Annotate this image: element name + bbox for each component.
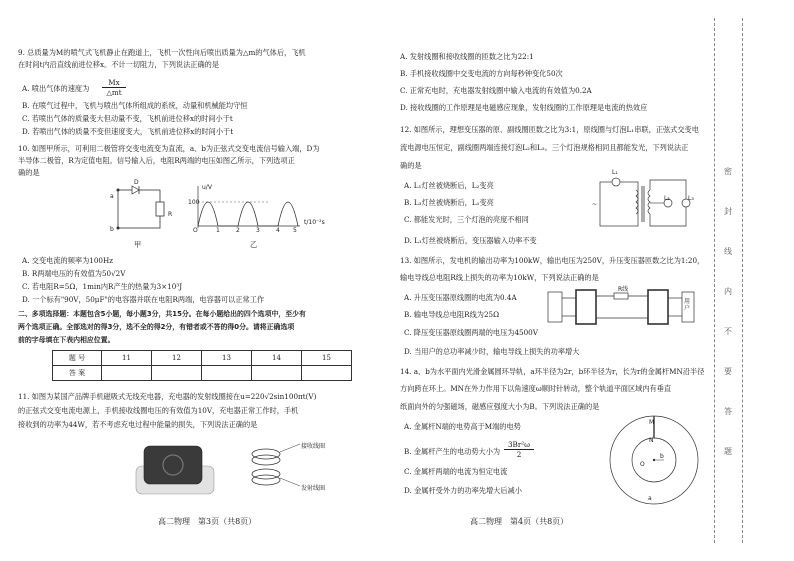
q14-label-b: b — [660, 453, 664, 460]
q9-option-a-prefix: A. 喷出气体的速度为 — [22, 84, 90, 93]
q14-option-b-denominator: 2 — [516, 450, 522, 459]
q11-option-b: B. 手机接收线圈中交变电流的方向每秒钟变化50次 — [400, 69, 563, 78]
fig2-caption: 乙 — [250, 240, 258, 249]
fig2-xlabel: t/10⁻²s — [304, 219, 325, 226]
q10-stem-line1: 10. 如图甲所示，可利用二极管将交变电流变为直流，a、b为正弦式交变电流信号输入端，D为 — [18, 144, 320, 153]
q13-option-d: D. 当用户的总功率减少时，输电导线上损失的功率增大 — [404, 347, 580, 356]
transmit-coil — [252, 469, 280, 479]
q11-option-d: D. 接收线圈的工作原理是电磁感应现象，发射线圈的工作原理是电流的热效应 — [400, 103, 648, 112]
q14-option-d: D. 金属杆受外力的功率先增大后减小 — [404, 486, 522, 495]
answer-cell-15[interactable] — [302, 366, 352, 381]
q10-option-b: B. R两端电压的有效值为50√2V — [22, 269, 126, 278]
right-footer: 高二物理 第4页（共8页） — [470, 517, 569, 526]
fig1-label-a: a — [110, 193, 114, 200]
half-wave-curve — [198, 202, 298, 226]
binding-dashed-line — [714, 18, 715, 543]
answer-table-row-numbers — [53, 351, 352, 366]
q13-option-a: A. 升压变压器原线圈的电流为0.4A — [404, 293, 517, 302]
q9-option-a-numerator: Mx — [102, 78, 126, 88]
q11-option-a: A. 发射线圈和接收线圈的匝数之比为22:1 — [400, 52, 534, 61]
q12-option-a: A. L₁灯丝被烧断后，L₂变亮 — [404, 181, 494, 190]
binding-dashed-line-outer — [742, 18, 743, 543]
q14-stem-line2: 方向跨在环上。MN在外力作用下以角速度ω顺时针转动，整个轨道平面区域内有垂直 — [400, 384, 672, 393]
answer-cell-12[interactable] — [152, 366, 202, 381]
q14-label-a: a — [648, 495, 652, 502]
sidebar-char-8: 题 — [724, 447, 732, 456]
q14-rings-figure — [608, 414, 700, 506]
step-up-transformer — [576, 290, 596, 324]
q11-stem-line3: 接收到的功率为44W，若不考虑充电过程中能量的损失，下列说法正确的是 — [18, 420, 258, 429]
sidebar-char-6: 要 — [724, 367, 732, 376]
section2-line1: 二、多项选择题：本题包含5小题，每小题3分，共15分。在每小题给出的四个选项中，至少有 — [18, 310, 306, 318]
q12-label-l2: L₂ — [664, 195, 670, 202]
right-page — [400, 0, 705, 561]
answer-table-head-number: 题 号 — [53, 351, 102, 366]
q10-option-d: D. 一个标有"90V，50μF"的电容器并联在电阻R两端，电容器可以正常工作 — [22, 295, 265, 304]
sidebar-char-5: 不 — [724, 327, 732, 336]
q11-stem-line1: 11. 如图为某国产品牌手机磁吸式无线充电器，充电器的发射线圈接在u=220√2sin100πt(V) — [18, 392, 317, 401]
fig2-ylabel: u/V — [202, 184, 212, 191]
answer-cell-13[interactable] — [202, 366, 252, 381]
label-receive-coil: 接收线圈 — [301, 443, 326, 450]
q9-stem-line2: 在时间t内沿直线前进位移x。不计一切阻力，下列说法正确的是 — [18, 60, 220, 69]
q12-stem-line2: 流电源电压恒定，副线圈两端连接灯泡L₂和L₃。三个灯泡规格相同且都能发光，下列说法正 — [400, 143, 689, 152]
q11-option-c: C. 正常充电时，充电器发射线圈中输入电流的有效值为0.2A — [400, 86, 592, 95]
q12-option-d: D. L₁灯丝被烧断后，变压器输入功率不变 — [404, 236, 537, 245]
q14-stem-line1: 14. a、b为水平面内光滑金属圆环导轨，a环半径为2r，b环半径为r，长为r的金属杆MN沿半径 — [400, 367, 705, 376]
q12-label-l3: L₃ — [688, 195, 694, 202]
q10-option-a: A. 交变电流的频率为100Hz — [22, 256, 114, 265]
left-footer: 高二物理 第3页（共8页） — [158, 517, 257, 526]
answer-table-q12: 12 — [152, 351, 202, 366]
q14-option-b-numerator: 3Br²ω — [504, 440, 534, 450]
left-page — [18, 0, 376, 561]
fig1-label-d: D — [134, 179, 139, 186]
q9-option-a-denominator: △mt — [106, 88, 122, 97]
q13-stem-line1: 13. 如图所示，发电机的输出功率为100kW，输出电压为250V，升压变压器匝数之比为1:20， — [400, 256, 705, 265]
answer-cell-11[interactable] — [102, 366, 152, 381]
q10-stem-line2: 半导体二极管，R为定值电阻。信号输入后，电阻R两端的电压如图乙所示，下列选项正 — [18, 156, 295, 165]
answer-table-q13: 13 — [202, 351, 252, 366]
fig2-xtick-4: 4 — [276, 227, 280, 234]
answer-table-q14: 14 — [252, 351, 302, 366]
fig2-xtick-5: 5 — [293, 227, 297, 234]
q14-option-b-prefix: B. 金属杆产生的电动势大小为 — [404, 447, 501, 456]
q14-label-o: O — [640, 461, 645, 468]
q14-label-m: M — [649, 419, 655, 426]
lamp-l1 — [612, 178, 620, 186]
q14-label-n: N — [649, 437, 654, 444]
q14-option-c: C. 金属杆两端的电流为恒定电流 — [404, 467, 508, 476]
q12-option-c: C. 都能发光时，三个灯泡的亮度不相同 — [404, 215, 529, 224]
sidebar-char-1: 密 — [724, 167, 732, 176]
section2-line2: 两个选项正确。全部选对的得3分，选不全的得2分，有错者或不答的得0分。请将正确选项 — [18, 323, 295, 331]
sidebar-char-4: 内 — [724, 287, 732, 296]
answer-table-head-answer: 答 案 — [53, 366, 102, 381]
q14-stem-line3: 纸面向外的匀强磁场，磁感应强度大小为B。下列说法正确的是 — [400, 402, 600, 411]
label-transmit-coil: 发射线圈 — [301, 485, 326, 492]
receive-coil — [252, 449, 280, 459]
fig2-xtick-2: 2 — [236, 227, 240, 234]
resistor-symbol — [156, 202, 164, 216]
diode-symbol — [132, 186, 139, 194]
step-down-transformer — [648, 290, 668, 324]
q12-transformer-figure — [596, 168, 696, 240]
q12-option-b: B. L₃灯丝被烧断后，L₁变亮 — [404, 198, 494, 207]
q12-stem-line3: 确的是 — [400, 161, 422, 170]
q13-label-rline: R线 — [618, 286, 629, 293]
phone-shape — [144, 446, 202, 484]
fig1-label-r: R — [168, 211, 173, 218]
q9-option-b: B. 在喷气过程中，飞机与喷出气体所组成的系统，动量和机械能均守恒 — [22, 101, 248, 110]
q14-option-a: A. 金属杆N端的电势高于M端的电势 — [404, 422, 521, 431]
q13-option-c: C. 降压变压器原线圈两端的电压为4500V — [404, 328, 538, 337]
q13-option-b: B. 输电导线总电阻R线为25Ω — [404, 310, 500, 319]
q9-option-c: C. 若喷出气体的质量变大但动量不变，飞机前进位移x的时间小于t — [22, 114, 233, 123]
sidebar-char-2: 封 — [724, 207, 732, 216]
sidebar-char-3: 线 — [724, 247, 732, 256]
answer-table-row-answers — [53, 366, 352, 381]
q9-stem-line1: 9. 总质量为M的喷气式飞机静止在跑道上，飞机一次性向后喷出质量为△m的气体后，飞机 — [18, 48, 306, 57]
q12-label-source: ~ — [592, 201, 598, 208]
q12-stem-line1: 12. 如图所示，理想变压器的原、副线圈匝数之比为3:1，原线圈与灯泡L₁串联，正弦式交变电 — [400, 125, 699, 134]
fig1-caption: 甲 — [134, 240, 142, 249]
q10-stem-line3: 确的是 — [18, 168, 40, 177]
answer-table-q15: 15 — [302, 351, 352, 366]
fig2-xtick-1: 1 — [216, 227, 220, 234]
fig2-ytick: 100 — [188, 199, 200, 206]
fig2-xtick-3: 3 — [256, 227, 260, 234]
q11-stem-line2: 的正弦式交变电流电源上，手机接收线圈电压的有效值为10V，充电器正常工作时，手机 — [18, 406, 299, 415]
q9-option-d: D. 若喷出气体的质量不变但速度变大，飞机前进位移x的时间小于t — [22, 127, 234, 136]
q13-label-user: 用户 — [684, 298, 691, 312]
q12-label-l1: L₁ — [612, 169, 618, 176]
answer-table — [52, 350, 352, 381]
q10-option-c: C. 若电阻R=5Ω，1min内R产生的热量为3×10³J — [22, 282, 183, 291]
section2-line3: 前的字母填在下表内相应位置。 — [18, 336, 115, 344]
answer-cell-14[interactable] — [252, 366, 302, 381]
fig1-label-b: b — [110, 226, 114, 233]
answer-table-q11: 11 — [102, 351, 152, 366]
wireless-charger-figure — [136, 438, 316, 498]
fig2-origin: O — [193, 227, 198, 234]
q13-stem-line2: 输电导线总电阻R线上损失的功率为10kW，下列说法正确的是 — [400, 273, 599, 282]
sidebar-char-7: 答 — [724, 407, 732, 416]
